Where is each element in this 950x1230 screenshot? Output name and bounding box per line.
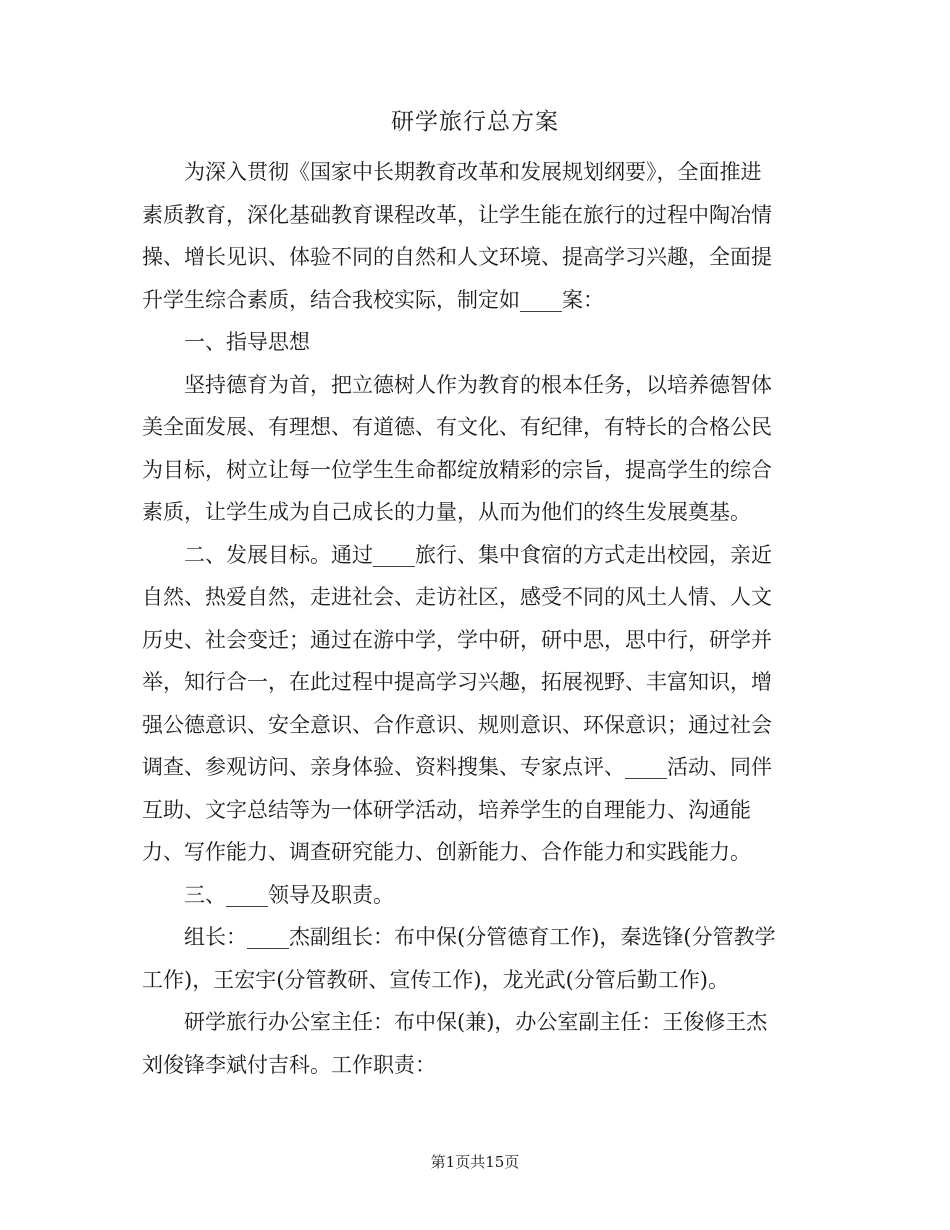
text-line: 互助、文字总结等为一体研学活动，培养学生的自理能力、沟通能: [142, 798, 751, 822]
text-line: 坚持德育为首，把立德树人作为教育的根本任务，以培养德智体: [142, 373, 772, 397]
text-line: 操、增长见识、体验不同的自然和人文环境、提高学习兴趣，全面提: [142, 245, 772, 269]
text-line: 为目标，树立让每一位学生生命都绽放精彩的宗旨，提高学生的综合: [142, 458, 772, 482]
text-line: 为深入贯彻《国家中长期教育改革和发展规划纲要》，全面推进: [142, 160, 762, 184]
page-footer: 第1页共15页: [430, 1153, 520, 1171]
section-heading: 三、____领导及职责。: [142, 883, 394, 907]
section-heading: 一、指导思想: [142, 330, 310, 354]
text-line: 工作)，王宏宇(分管教研、宣传工作)，龙光武(分管后勤工作)。: [142, 968, 729, 992]
text-line: 素质教育，深化基础教育课程改革，让学生能在旅行的过程中陶冶情: [142, 203, 772, 227]
text-line: 举，知行合一，在此过程中提高学习兴趣，拓展视野、丰富知识，增: [142, 670, 772, 694]
text-line: 组长：____杰副组长：布中保(分管德育工作)，秦选锋(分管教学: [142, 925, 776, 949]
text-line: 刘俊锋李斌付吉科。工作职责：: [142, 1053, 436, 1077]
text-line: 自然、热爱自然，走进社会、走访社区，感受不同的风土人情、人文: [142, 585, 772, 609]
document-title: 研学旅行总方案: [391, 109, 559, 135]
text-line: 研学旅行办公室主任：布中保(兼)，办公室副主任：王俊修王杰: [142, 1010, 768, 1034]
text-line: 素质，让学生成为自己成长的力量，从而为他们的终生发展奠基。: [142, 500, 751, 524]
text-line: 升学生综合素质，结合我校实际，制定如____案：: [142, 288, 604, 312]
text-line: 二、发展目标。通过____旅行、集中食宿的方式走出校园，亲近: [142, 543, 772, 567]
text-line: 美全面发展、有理想、有道德、有文化、有纪律，有特长的合格公民: [142, 415, 772, 439]
text-line: 力、写作能力、调查研究能力、创新能力、合作能力和实践能力。: [142, 840, 751, 864]
text-line: 强公德意识、安全意识、合作意识、规则意识、环保意识；通过社会: [142, 713, 772, 737]
text-line: 历史、社会变迁；通过在游中学，学中研，研中思，思中行，研学并: [142, 628, 772, 652]
text-line: 调查、参观访问、亲身体验、资料搜集、专家点评、____活动、同伴: [142, 755, 772, 779]
